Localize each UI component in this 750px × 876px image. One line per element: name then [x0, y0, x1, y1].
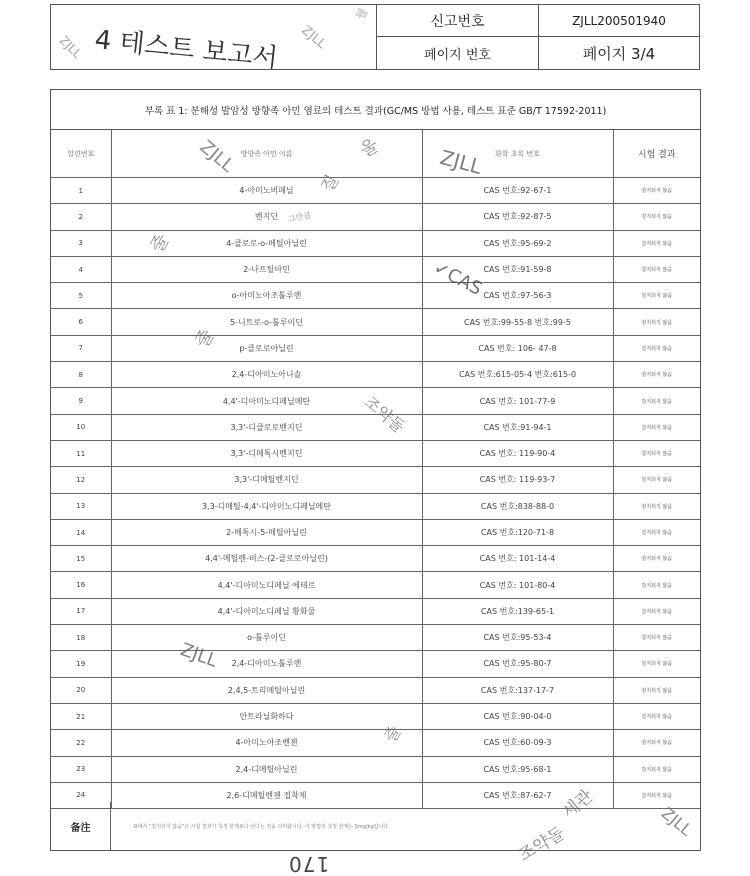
table-row: [51, 493, 700, 519]
watermark: 줄: [380, 722, 405, 746]
row-cas-number: CAS 번호:95-68-1: [422, 756, 613, 782]
row-cas-number: CAS 번호:92-87-5: [422, 204, 613, 230]
row-test-result: 감지되지 않음: [613, 414, 700, 440]
row-amine-name: 3,3'-디메틸벤지딘: [111, 467, 422, 493]
watermark: 줄: [146, 230, 174, 257]
row-cas-number: CAS 번호:120-71-8: [422, 519, 613, 545]
table-row: [51, 730, 700, 756]
row-test-result: 감지되지 않음: [613, 362, 700, 388]
row-test-result: 감지되지 않음: [613, 756, 700, 782]
row-cas-number: CAS 번호: 101-80-4: [422, 572, 613, 598]
watermark: 세관: [559, 786, 598, 823]
row-test-result: 감지되지 않음: [613, 388, 700, 414]
page-number-value: 페이지 3/4: [582, 44, 656, 63]
col-header-test-result: 시험 결과: [613, 130, 700, 178]
table-row: [51, 546, 700, 572]
row-serial: 22: [51, 730, 111, 756]
row-cas-number: CAS 번호:97-56-3: [422, 283, 613, 309]
row-test-result: 감지되지 않음: [613, 283, 700, 309]
watermark: 그만큼: [287, 211, 312, 224]
table-caption: 부록 표 1: 분해성 발암성 방향족 아민 염료의 테스트 결과(GC/MS 방법 사용, 테스트 표준 GB/T 17592-2011): [51, 90, 700, 130]
table-row: [51, 335, 700, 361]
row-test-result: 감지되지 않음: [613, 309, 700, 335]
watermark: ZJLL: [195, 136, 239, 177]
table-row: [51, 677, 700, 703]
row-test-result: 감지되지 않음: [613, 677, 700, 703]
table-row: [51, 598, 700, 624]
remarks-label: 备注: [51, 802, 111, 850]
row-amine-name: 5-니트로-o-톨루이딘: [111, 309, 422, 335]
row-cas-number: CAS 번호: 101-77-9: [422, 388, 613, 414]
footer-page-mark: 170: [288, 852, 330, 876]
row-test-result: 감지되지 않음: [613, 178, 700, 204]
row-cas-number: CAS 번호:615-05-4 번호:615-0: [422, 362, 613, 388]
table-row: [51, 230, 700, 256]
table-row: [51, 625, 700, 651]
row-test-result: 감지되지 않음: [613, 335, 700, 361]
row-test-result: 감지되지 않음: [613, 256, 700, 282]
row-serial: 18: [51, 625, 111, 651]
row-serial: 2: [51, 204, 111, 230]
watermark: 웰: [353, 6, 371, 23]
watermark: 줄: [191, 325, 219, 352]
row-amine-name: 4,4'-디아미노디페닐 에테르: [111, 572, 422, 598]
row-test-result: 감지되지 않음: [613, 204, 700, 230]
row-serial: 6: [51, 309, 111, 335]
row-amine-name: 2,6-디메틸벤젠 접착제: [111, 782, 422, 808]
row-serial: 21: [51, 703, 111, 729]
row-serial: 8: [51, 362, 111, 388]
watermark: 조약돌: [360, 392, 409, 437]
results-table: [51, 130, 700, 809]
row-serial: 9: [51, 388, 111, 414]
watermark: ZJLL: [298, 23, 329, 52]
row-amine-name: 2,4-디아미노톨루엔: [111, 651, 422, 677]
table-row: [51, 388, 700, 414]
row-test-result: 감지되지 않음: [613, 493, 700, 519]
table-row: [51, 703, 700, 729]
row-amine-name: o-아미노아조톨루엔: [111, 283, 422, 309]
watermark: ✓CAS: [430, 257, 486, 300]
row-amine-name: 4,4'-디아미노디페닐메탄: [111, 388, 422, 414]
row-amine-name: 2-나프틸아민: [111, 256, 422, 282]
report-number-value: ZJLL200501940: [539, 5, 699, 37]
row-serial: 1: [51, 178, 111, 204]
row-test-result: 감지되지 않음: [613, 651, 700, 677]
table-row: [51, 283, 700, 309]
row-amine-name: 3,3'-디클로로벤지딘: [111, 414, 422, 440]
row-amine-name: 3,3'-디메톡시벤지딘: [111, 440, 422, 466]
table-row: [51, 204, 700, 230]
row-test-result: 감지되지 않음: [613, 546, 700, 572]
row-cas-number: CAS 번호: 106- 47-8: [422, 335, 613, 361]
row-cas-number: CAS 번호:92-67-1: [422, 178, 613, 204]
row-amine-name: o-톨루이딘: [111, 625, 422, 651]
row-test-result: 감지되지 않음: [613, 703, 700, 729]
table-row: [51, 519, 700, 545]
row-amine-name: 4-아미노아조벤젠: [111, 730, 422, 756]
row-amine-name: 2,4-디아미노아니솔: [111, 362, 422, 388]
row-test-result: 감지되지 않음: [613, 230, 700, 256]
table-row: [51, 178, 700, 204]
row-cas-number: CAS 번호:95-53-4: [422, 625, 613, 651]
row-test-result: 감지되지 않음: [613, 467, 700, 493]
row-serial: 3: [51, 230, 111, 256]
table-row: [51, 467, 700, 493]
row-test-result: 감지되지 않음: [613, 440, 700, 466]
watermark: 조약돌: [515, 823, 569, 866]
row-serial: 15: [51, 546, 111, 572]
watermark: ZJLL: [56, 33, 85, 61]
col-header-cas-number: 화학 초록 번호: [422, 130, 613, 178]
watermark: ZJLL: [657, 803, 696, 840]
row-serial: 12: [51, 467, 111, 493]
col-header-serial: 일련번호: [51, 130, 111, 178]
row-test-result: 감지되지 않음: [613, 519, 700, 545]
row-serial: 20: [51, 677, 111, 703]
row-serial: 13: [51, 493, 111, 519]
row-serial: 4: [51, 256, 111, 282]
row-cas-number: CAS 번호:60-09-3: [422, 730, 613, 756]
row-cas-number: CAS 번호:139-65-1: [422, 598, 613, 624]
row-amine-name: 4,4'-메틸렌-비스-(2-클로로아닐린): [111, 546, 422, 572]
row-serial: 19: [51, 651, 111, 677]
row-amine-name: 안트라닐화하다: [111, 703, 422, 729]
row-cas-number: CAS 번호:99-55-8 번호:99-5: [422, 309, 613, 335]
row-test-result: 감지되지 않음: [613, 625, 700, 651]
row-test-result: 감지되지 않음: [613, 782, 700, 808]
row-cas-number: CAS 번호:137-17-7: [422, 677, 613, 703]
row-cas-number: CAS 번호: 119-93-7: [422, 467, 613, 493]
row-amine-name: 3,3-디메틸-4,4'-디아미노디페닐메탄: [111, 493, 422, 519]
row-cas-number: CAS 번호:87-62-7: [422, 782, 613, 808]
row-serial: 23: [51, 756, 111, 782]
table-row: [51, 651, 700, 677]
table-row: [51, 572, 700, 598]
row-test-result: 감지되지 않음: [613, 730, 700, 756]
row-amine-name: 4-클로로-o-메틸아닐린: [111, 230, 422, 256]
row-amine-name: 2,4-디메틸아닐린: [111, 756, 422, 782]
row-test-result: 감지되지 않음: [613, 598, 700, 624]
row-amine-name: 4-아미노비페닐: [111, 178, 422, 204]
row-amine-name: 4,4'-디아미노디페닐 황화물: [111, 598, 422, 624]
table-row: [51, 756, 700, 782]
row-cas-number: CAS 번호:91-94-1: [422, 414, 613, 440]
row-cas-number: CAS 번호:91-59-8: [422, 256, 613, 282]
row-amine-name: 2-메톡시-5-메틸아닐린: [111, 519, 422, 545]
remarks-text: 표에서 "감지되지 않음"은 시험 결과가 측정 한계보다 낮다는 것을 의미합니다. 이 방법의 측정 한계는 5mg/kg입니다.: [133, 823, 390, 830]
row-serial: 5: [51, 283, 111, 309]
table-row: [51, 414, 700, 440]
col-header-amine-name: 방향족 아민 이름: [111, 130, 422, 178]
table-row: [51, 256, 700, 282]
row-cas-number: CAS 번호: 101-14-4: [422, 546, 613, 572]
row-amine-name: 벤지딘: [111, 204, 422, 230]
report-title-cell: [51, 5, 377, 75]
watermark: 질: [317, 171, 344, 196]
row-cas-number: CAS 번호: 119-90-4: [422, 440, 613, 466]
watermark: ZJLL: [437, 144, 485, 180]
report-number-label: 신고번호: [377, 5, 539, 37]
row-cas-number: CAS 번호:95-80-7: [422, 651, 613, 677]
row-serial: 7: [51, 335, 111, 361]
row-serial: 10: [51, 414, 111, 440]
watermark: ZJLL: [177, 639, 221, 672]
row-amine-name: 2,4,5-트리메틸아닐린: [111, 677, 422, 703]
row-serial: 11: [51, 440, 111, 466]
row-serial: 17: [51, 598, 111, 624]
table-row: [51, 440, 700, 466]
row-cas-number: CAS 번호:90-04-0: [422, 703, 613, 729]
results-table-box: [50, 89, 701, 851]
watermark: 울: [356, 134, 383, 162]
table-header-row: [51, 130, 700, 178]
table-row: [51, 309, 700, 335]
row-serial: 16: [51, 572, 111, 598]
remarks-row: [51, 802, 700, 850]
report-header: [50, 4, 700, 75]
row-cas-number: CAS 번호:838-88-0: [422, 493, 613, 519]
table-row: [51, 362, 700, 388]
row-amine-name: p-클로로아닐린: [111, 335, 422, 361]
row-serial: 14: [51, 519, 111, 545]
report-title: 4 테스트 보고서: [93, 24, 280, 75]
page-number-label: 페이지 번호: [377, 37, 539, 69]
row-serial: 24: [51, 782, 111, 808]
row-cas-number: CAS 번호:95-69-2: [422, 230, 613, 256]
row-test-result: 감지되지 않음: [613, 572, 700, 598]
